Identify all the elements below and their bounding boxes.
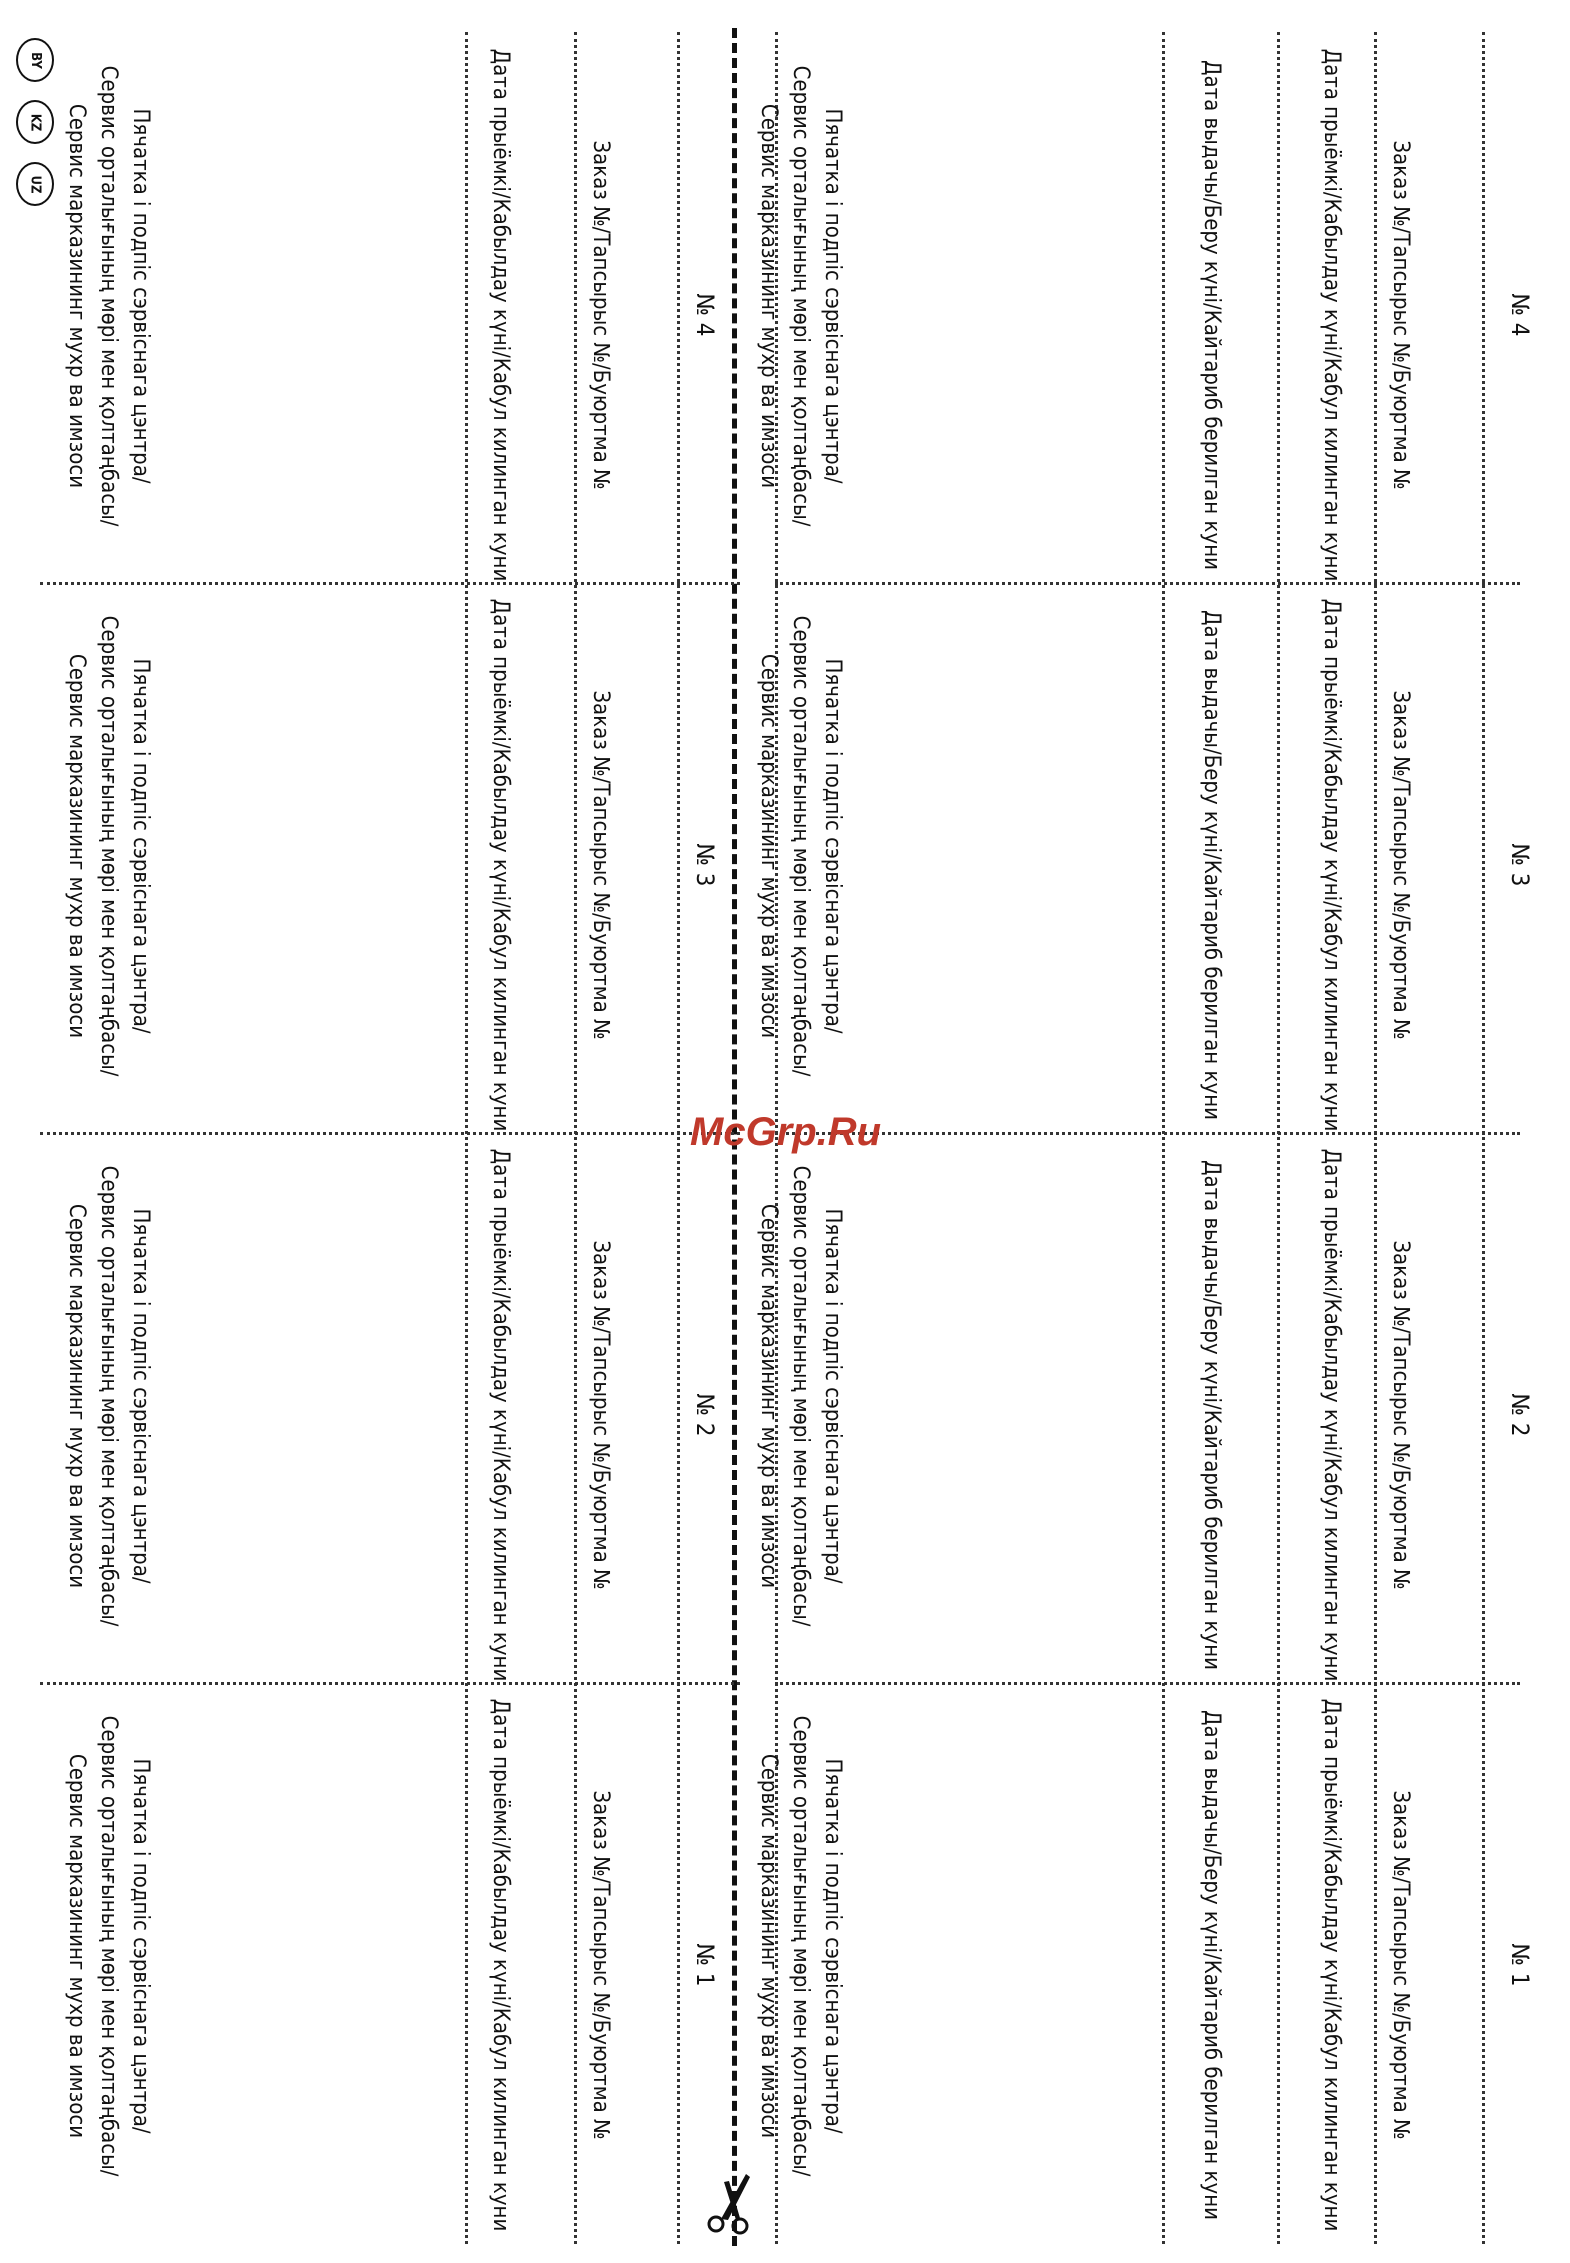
stub-stamp-label-line-2: Сервис орталығының мөрі мен қолтаңбасы/	[96, 65, 121, 527]
stub-stamp-label-line-2: Сервис орталығының мөрі мен қолтаңбасы/	[96, 1715, 121, 2177]
watermark: McGrp.Ru	[690, 1110, 882, 1154]
stamp-label-line-3: Сервис марказининг мухр ва имзоси	[756, 103, 781, 489]
stub-order-number-label: Заказ №/Тапсырыс №/Буюртма №	[588, 1240, 613, 1590]
coupon-separator	[775, 1682, 1520, 1685]
stub-number: № 4	[691, 293, 719, 337]
coupon-number: № 4	[1506, 293, 1534, 337]
divider-line	[677, 32, 680, 2244]
stub-acceptance-date-label: Дата прыёмкі/Кабылдау күні/Кабул килинган куни	[488, 1148, 513, 1682]
stamp-label-line-3: Сервис марказининг мухр ва имзоси	[756, 1203, 781, 1589]
stub-stamp-label-line-3: Сервис марказининг мухр ва имзоси	[64, 653, 89, 1039]
badge-label: UZ	[27, 175, 43, 193]
coupon-number: № 2	[1506, 1393, 1534, 1437]
order-number-label: Заказ №/Тапсырыс №/Буюртма №	[1388, 140, 1413, 490]
acceptance-date-label: Дата прыёмкі/Кабылдау күні/Кабул килинган куни	[1319, 48, 1344, 582]
stamp-label-line-2: Сервис орталығының мөрі мен қолтаңбасы/	[788, 1165, 813, 1627]
stub-stamp-label-line-1: Пячатка і подпіс сэрвіснага цэнтра/	[128, 658, 153, 1034]
issue-date-label: Дата выдачы/Беру күні/Кайтариб берилган куни	[1199, 609, 1224, 1121]
stub-stamp-label-line-2: Сервис орталығының мөрі мен қолтаңбасы/	[96, 1165, 121, 1627]
issue-date-label: Дата выдачы/Беру күні/Кайтариб берилган куни	[1199, 59, 1224, 571]
acceptance-date-label: Дата прыёмкі/Кабылдау күні/Кабул килинган куни	[1319, 598, 1344, 1132]
stub-acceptance-date-label: Дата прыёмкі/Кабылдау күні/Кабул килинган куни	[488, 598, 513, 1132]
acceptance-date-label: Дата прыёмкі/Кабылдау күні/Кабул килинган куни	[1319, 1148, 1344, 1682]
coupon-separator	[40, 1682, 740, 1685]
divider-line	[1482, 32, 1485, 2244]
stub-number: № 3	[691, 843, 719, 887]
coupon-number: № 1	[1506, 1943, 1534, 1987]
divider-line	[465, 32, 468, 2244]
badge-label: KZ	[27, 113, 43, 131]
stamp-label-line-1: Пячатка і подпіс сэрвіснага цэнтра/	[820, 108, 845, 484]
coupon-number: № 3	[1506, 843, 1534, 887]
stub-stamp-label-line-1: Пячатка і подпіс сэрвіснага цэнтра/	[128, 1208, 153, 1584]
stamp-label-line-1: Пячатка і подпіс сэрвіснага цэнтра/	[820, 1208, 845, 1584]
acceptance-date-label: Дата прыёмкі/Кабылдау күні/Кабул килинган куни	[1319, 1698, 1344, 2232]
stub-number: № 2	[691, 1393, 719, 1437]
issue-date-label: Дата выдачы/Беру күні/Кайтариб берилган куни	[1199, 1159, 1224, 1671]
language-badge-by	[16, 38, 54, 82]
stub-stamp-label-line-2: Сервис орталығының мөрі мен қолтаңбасы/	[96, 615, 121, 1077]
scissors-icon	[702, 2168, 762, 2238]
coupon-separator	[40, 1132, 740, 1135]
stub-stamp-label-line-1: Пячатка і подпіс сэрвіснага цэнтра/	[128, 1758, 153, 2134]
divider-line	[1374, 32, 1377, 2244]
divider-line	[1277, 32, 1280, 2244]
stub-stamp-label-line-3: Сервис марказининг мухр ва имзоси	[64, 1203, 89, 1589]
divider-line	[574, 32, 577, 2244]
issue-date-label: Дата выдачы/Беру күні/Кайтариб берилган куни	[1199, 1709, 1224, 2221]
badge-label: BY	[27, 51, 43, 69]
stub-stamp-label-line-3: Сервис марказининг мухр ва имзоси	[64, 103, 89, 489]
stub-number: № 1	[691, 1943, 719, 1987]
language-badge-kz	[16, 100, 54, 144]
coupon-separator	[775, 582, 1520, 585]
divider-line	[1162, 32, 1165, 2244]
stamp-label-line-1: Пячатка і подпіс сэрвіснага цэнтра/	[820, 658, 845, 1034]
stamp-label-line-1: Пячатка і подпіс сэрвіснага цэнтра/	[820, 1758, 845, 2134]
stamp-label-line-2: Сервис орталығының мөрі мен қолтаңбасы/	[788, 615, 813, 1077]
stamp-label-line-3: Сервис марказининг мухр ва имзоси	[756, 1753, 781, 2139]
stub-acceptance-date-label: Дата прыёмкі/Кабылдау күні/Кабул килинган куни	[488, 48, 513, 582]
stub-order-number-label: Заказ №/Тапсырыс №/Буюртма №	[588, 140, 613, 490]
stamp-label-line-2: Сервис орталығының мөрі мен қолтаңбасы/	[788, 65, 813, 527]
language-badge-uz	[16, 162, 54, 206]
order-number-label: Заказ №/Тапсырыс №/Буюртма №	[1388, 1790, 1413, 2140]
stamp-label-line-2: Сервис орталығының мөрі мен қолтаңбасы/	[788, 1715, 813, 2177]
stub-order-number-label: Заказ №/Тапсырыс №/Буюртма №	[588, 1790, 613, 2140]
order-number-label: Заказ №/Тапсырыс №/Буюртма №	[1388, 1240, 1413, 1590]
order-number-label: Заказ №/Тапсырыс №/Буюртма №	[1388, 690, 1413, 1040]
stub-acceptance-date-label: Дата прыёмкі/Кабылдау күні/Кабул килинган куни	[488, 1698, 513, 2232]
stub-stamp-label-line-3: Сервис марказининг мухр ва имзоси	[64, 1753, 89, 2139]
coupon-separator	[775, 1132, 1520, 1135]
coupon-separator	[40, 582, 740, 585]
stub-order-number-label: Заказ №/Тапсырыс №/Буюртма №	[588, 690, 613, 1040]
stub-stamp-label-line-1: Пячатка і подпіс сэрвіснага цэнтра/	[128, 108, 153, 484]
stamp-label-line-3: Сервис марказининг мухр ва имзоси	[756, 653, 781, 1039]
